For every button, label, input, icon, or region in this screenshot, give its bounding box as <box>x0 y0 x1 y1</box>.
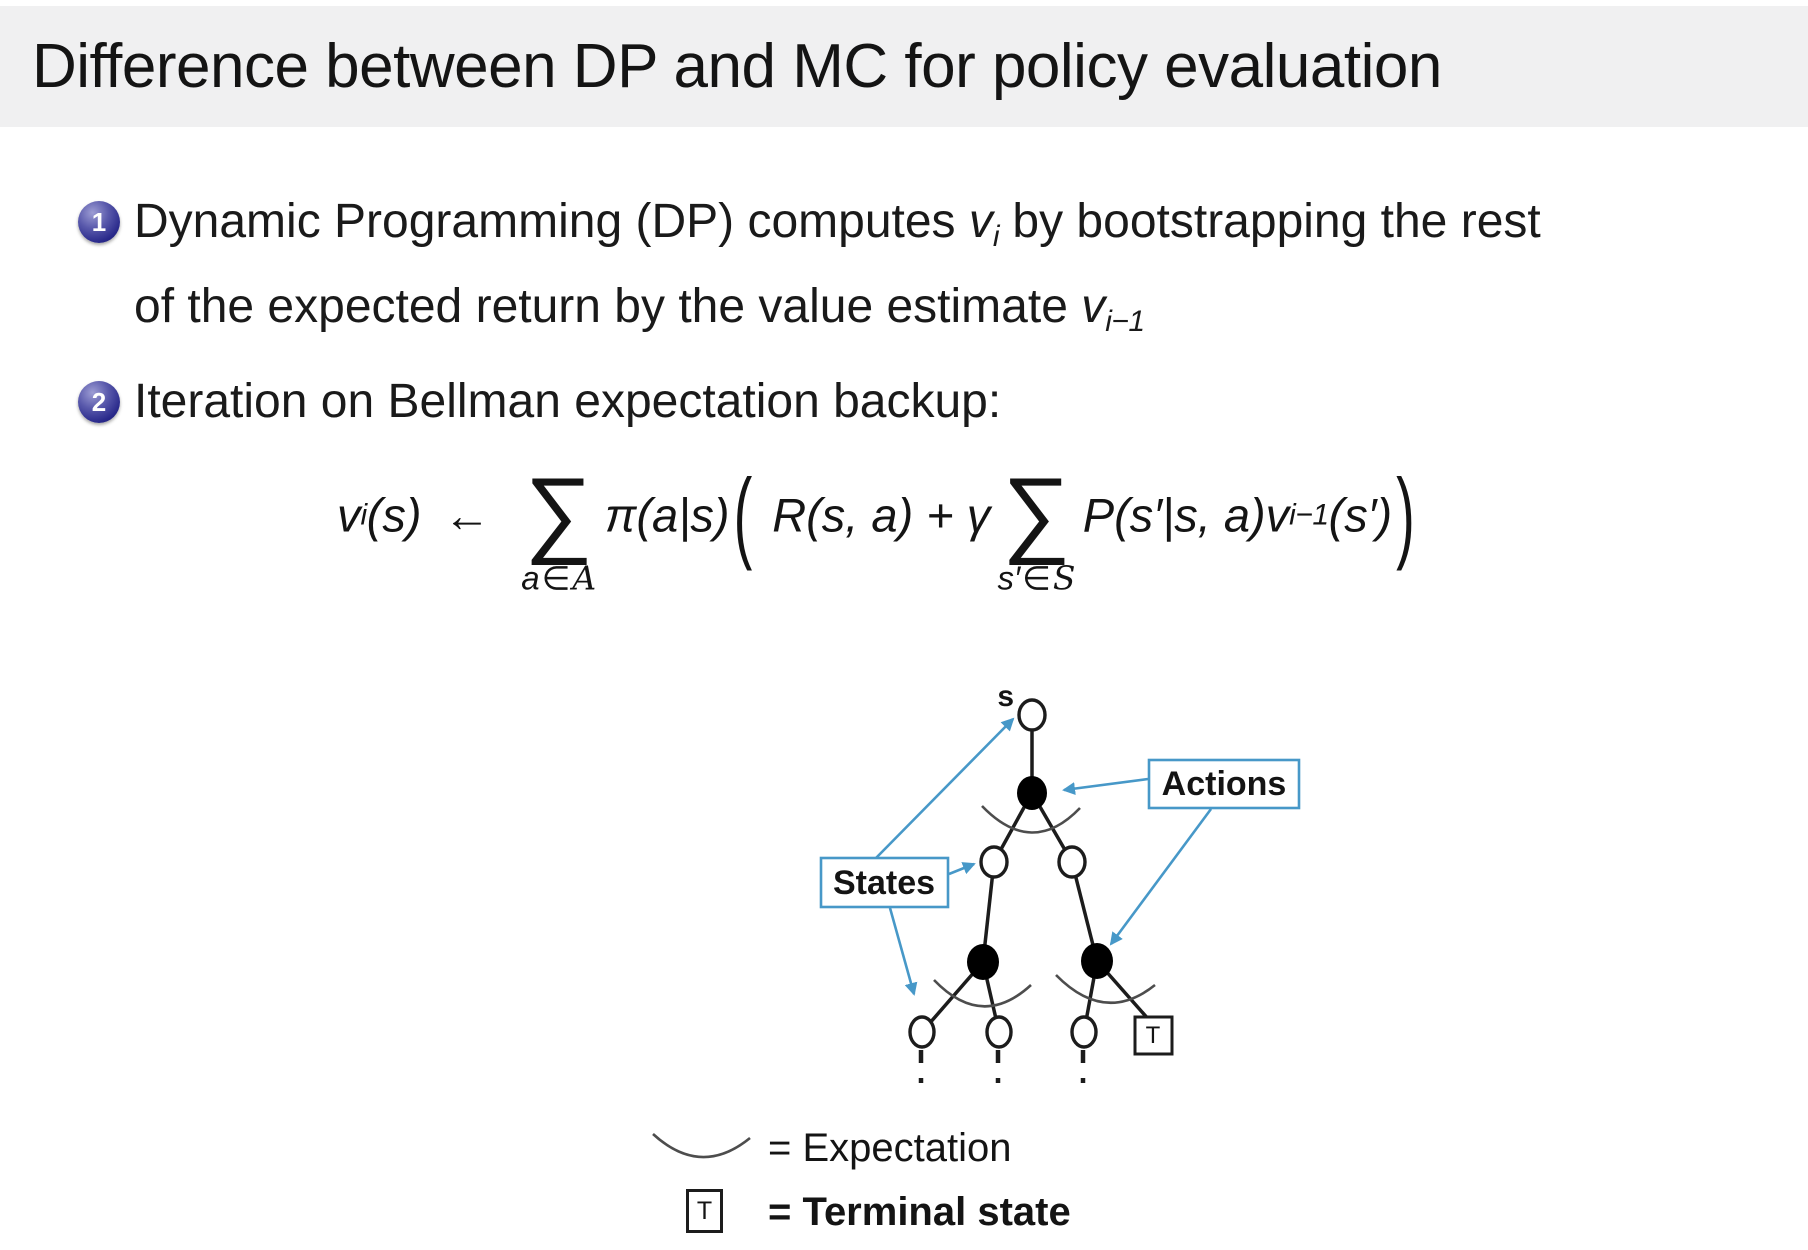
slide-title: Difference between DP and MC for policy evaluation <box>32 32 1442 101</box>
formula-lhs-v: v <box>337 488 361 542</box>
action-node <box>967 944 999 980</box>
bullet1-mid: by bootstrapping the rest <box>999 195 1541 248</box>
bullet-text <box>134 187 1541 357</box>
expectation-arcs <box>934 806 1155 1006</box>
arrow-actions-to-action <box>1064 779 1148 790</box>
state-node <box>981 847 1007 877</box>
state-node-leaf <box>1072 1017 1096 1047</box>
element-of-symbol: ∈ <box>541 559 571 597</box>
bullet1-pre: Dynamic Programming (DP) computes <box>134 195 969 248</box>
bullet-number-badge: 2 <box>78 381 120 423</box>
element-of-symbol: ∈ <box>1022 559 1051 597</box>
sigma-symbol: ∑ <box>1002 458 1071 566</box>
sum-var: s′ <box>997 559 1021 597</box>
formula-lhs-sub: i <box>360 498 367 531</box>
action-node <box>1081 943 1113 979</box>
sum-subscript <box>997 559 1075 598</box>
root-state-label: s <box>997 680 1014 713</box>
math-v: v <box>968 195 993 248</box>
legend-expectation-text: = Expectation <box>768 1126 1012 1170</box>
actions-label: Actions <box>1161 765 1287 803</box>
bullet-item-2 <box>78 367 1798 437</box>
sigma-symbol: ∑ <box>524 458 593 566</box>
bullet1-mid2: of the expected return by the value estimate <box>134 280 1082 333</box>
state-node-leaf <box>910 1017 934 1047</box>
bellman-formula <box>337 457 1419 598</box>
expectation-arc-legend-symbol <box>648 1126 756 1174</box>
sum-over-states <box>997 458 1076 598</box>
backup-diagram <box>780 670 1340 1120</box>
bullet-number-badge: 1 <box>78 201 120 243</box>
expectation-arc <box>1056 975 1155 1003</box>
action-nodes <box>967 776 1113 980</box>
formula-lhs-args: (s) <box>366 488 422 542</box>
transition-term: P(s′|s, a) <box>1082 488 1266 542</box>
action-node <box>1017 776 1047 810</box>
bullet-list <box>78 187 1798 447</box>
bullet-text: Iteration on Bellman expectation backup: <box>134 375 1002 428</box>
expectation-arc <box>653 1134 750 1157</box>
bullet-item-1 <box>78 187 1798 357</box>
math-v-subscript: i <box>992 220 1000 253</box>
state-node-root <box>1019 700 1045 730</box>
terminal-node-label: T <box>1145 1022 1161 1049</box>
state-node-leaf <box>987 1017 1011 1047</box>
continuation-dashes <box>921 1050 1083 1083</box>
value-args: (s′) <box>1328 488 1393 542</box>
value-v-subscript: i−1 <box>1289 498 1329 531</box>
math-v: v <box>1081 280 1106 333</box>
reward-term: R(s, a) + γ <box>772 488 991 542</box>
legend-terminal-text: = Terminal state <box>768 1190 1071 1234</box>
arrow-actions-to-action2 <box>1111 809 1211 944</box>
sum-over-actions <box>521 458 597 598</box>
math-v-subscript: i−1 <box>1105 305 1145 338</box>
policy-term: π(a|s) <box>604 488 730 542</box>
sum-subscript <box>521 559 596 598</box>
state-node <box>1059 847 1085 877</box>
value-v: v <box>1265 488 1290 542</box>
big-open-paren: ( <box>733 457 753 571</box>
state-set-symbol: S <box>1052 558 1076 598</box>
tree-edges <box>922 715 1150 1032</box>
arrow-states-to-leaves <box>890 908 914 994</box>
title-bar <box>0 6 1808 127</box>
sum-var: a <box>521 559 540 597</box>
states-label: States <box>832 864 936 902</box>
assign-arrow: ← <box>443 488 491 542</box>
arrow-states-to-state <box>949 864 974 874</box>
action-set-symbol: A <box>572 558 597 598</box>
expectation-arc <box>982 806 1080 833</box>
arrow-states-to-root <box>876 719 1013 858</box>
terminal-legend-symbol: T <box>686 1189 723 1233</box>
big-close-paren: ) <box>1396 457 1415 571</box>
bullet1-line2 <box>134 272 1541 357</box>
